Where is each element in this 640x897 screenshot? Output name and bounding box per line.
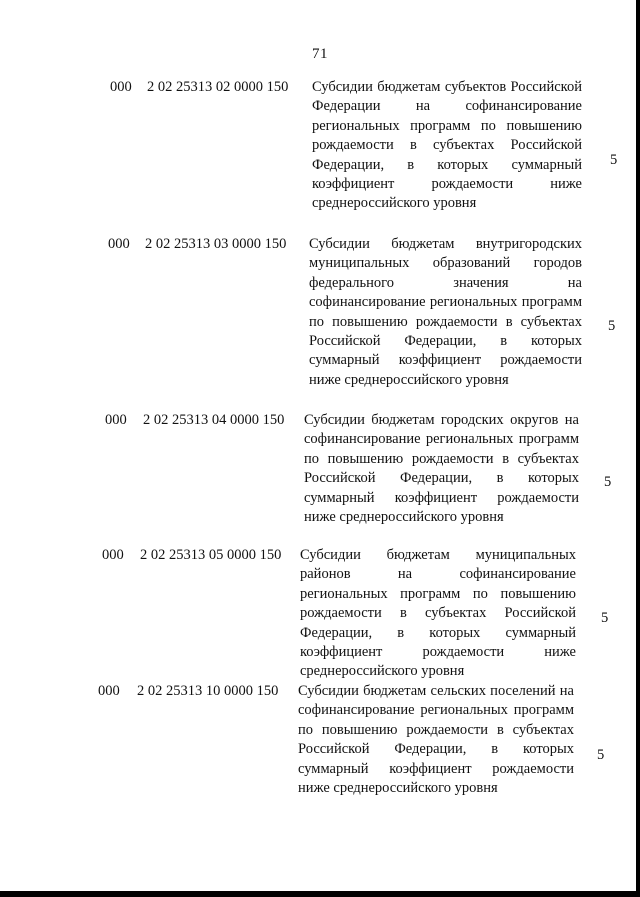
income-description: Субсидии бюджетам внутригородских муниципальных образований городов федерального значения на софинансирование региональных программ по повышению рождаемости в субъектах Российской Федерации, в которых суммарный коэффициент рождаемости ниже среднероссийского уровня xyxy=(309,236,582,388)
income-description: Субсидии бюджетам субъектов Российской Федерации на софинансирование региональных программ по повышению рождаемости в субъектах Российской Федерации, в которых суммарный коэффициент рождаемости ниже среднероссийского уровня xyxy=(312,79,582,212)
amount: 5 xyxy=(610,152,618,168)
table-row xyxy=(0,411,640,547)
income-description: Субсидии бюджетам сельских поселений на софинансирование региональных программ по повышению рождаемости в субъектах Российской Федерации, в которых суммарный коэффициент рождаемости ниже среднероссийского уровня xyxy=(298,683,574,797)
admin-code: 000 xyxy=(105,412,127,428)
admin-code: 000 xyxy=(102,547,124,563)
admin-code: 000 xyxy=(98,683,120,699)
income-description: Субсидии бюджетам городских округов на софинансирование региональных программ по повышению рождаемости в субъектах Российской Федерации, в которых суммарный коэффициент рождаемости ниже среднероссийского уровня xyxy=(304,412,579,526)
income-description: Субсидии бюджетам муниципальных районов на софинансирование региональных программ по повышению рождаемости в субъектах Российской Федерации, в которых суммарный коэффициент рождаемости ниже среднероссийского уровня xyxy=(300,547,576,680)
table-row xyxy=(0,682,640,822)
budget-classification-code: 2 02 25313 02 0000 150 xyxy=(147,79,289,95)
budget-classification-code: 2 02 25313 10 0000 150 xyxy=(137,683,279,699)
budget-classification-code: 2 02 25313 05 0000 150 xyxy=(140,547,282,563)
amount: 5 xyxy=(608,318,616,334)
table-row xyxy=(0,78,640,234)
budget-classification-code: 2 02 25313 03 0000 150 xyxy=(145,236,287,252)
table-row xyxy=(0,546,640,682)
amount: 5 xyxy=(597,747,605,763)
admin-code: 000 xyxy=(108,236,130,252)
amount: 5 xyxy=(601,610,609,626)
budget-classification-code: 2 02 25313 04 0000 150 xyxy=(143,412,285,428)
scan-edge-right xyxy=(636,0,640,897)
admin-code: 000 xyxy=(110,79,132,95)
page-number: 71 xyxy=(312,46,328,62)
scan-edge-bottom xyxy=(0,891,640,897)
amount: 5 xyxy=(604,474,612,490)
table-row xyxy=(0,235,640,410)
